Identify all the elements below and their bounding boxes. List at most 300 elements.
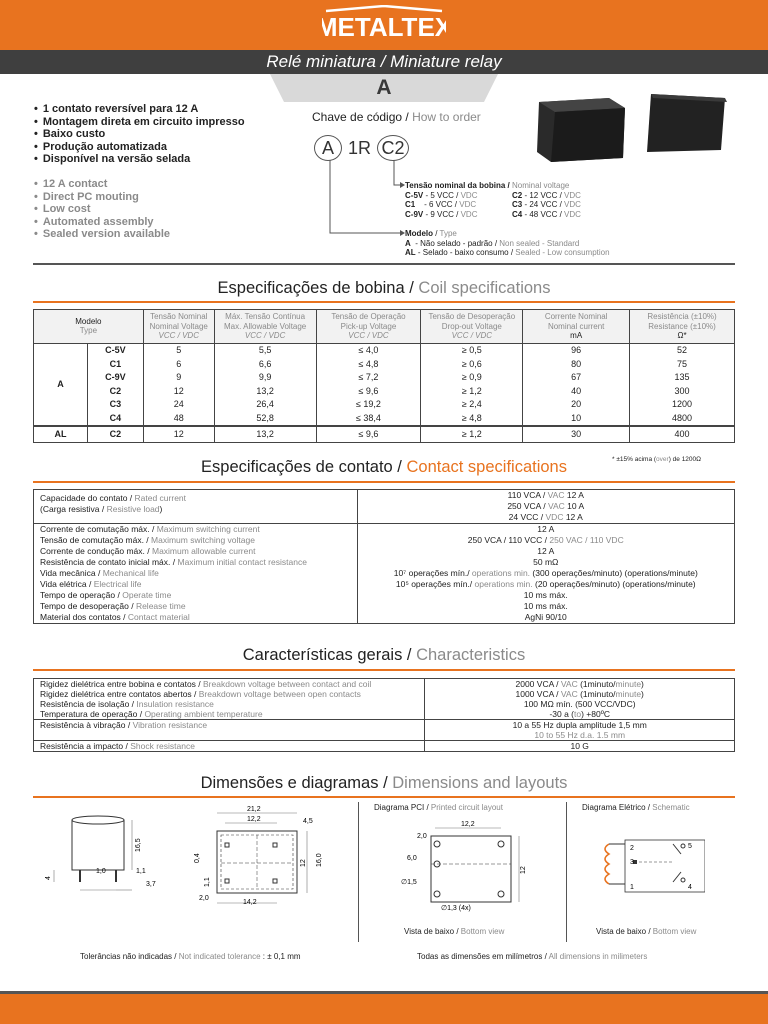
label-pt: Resistência de isolação / bbox=[40, 699, 137, 709]
label-en: Operating ambient temperature bbox=[144, 709, 263, 719]
orange-divider bbox=[33, 481, 735, 483]
value-rest: 12 A bbox=[563, 512, 583, 522]
voltage-unit: VDC bbox=[564, 190, 581, 200]
table-cell: 6 bbox=[143, 357, 214, 371]
table-row bbox=[34, 546, 735, 557]
value-en: VAC bbox=[547, 490, 565, 500]
spec-value bbox=[425, 741, 735, 752]
table-row bbox=[34, 398, 735, 412]
value-en: operations min. bbox=[474, 579, 533, 589]
value-en: VAC bbox=[560, 679, 578, 689]
table-row bbox=[34, 343, 735, 357]
label-en: Rated current bbox=[134, 493, 187, 503]
table-cell: 67 bbox=[523, 371, 630, 385]
table-row bbox=[34, 679, 735, 690]
pci-title: Diagrama PCI / Printed circuit layout bbox=[374, 803, 503, 812]
spec-label bbox=[34, 741, 425, 752]
table-cell: ≥ 2,4 bbox=[421, 398, 523, 412]
voltage-code: C1 bbox=[405, 200, 416, 209]
type-desc-en: Sealed - Low consumption bbox=[515, 248, 610, 257]
col-header-pt: Tensão Nominal bbox=[150, 312, 208, 321]
label-pt: Vida mecânica / bbox=[40, 568, 103, 578]
feature-item: • 12 A contact bbox=[34, 178, 170, 191]
spec-value bbox=[425, 679, 735, 690]
label-en: Insulation resistance bbox=[136, 699, 214, 709]
table-cell: C1 bbox=[87, 357, 143, 371]
table-cell: ≤ 38,4 bbox=[316, 411, 421, 426]
table-cell: ≤ 7,2 bbox=[316, 371, 421, 385]
contact-title-en: Contact specifications bbox=[406, 458, 567, 476]
schematic-title-en: Schematic bbox=[652, 803, 690, 812]
pci-bottom-view: Vista de baixo / Bottom view bbox=[404, 927, 505, 936]
label-en: Operate time bbox=[122, 590, 172, 600]
table-row bbox=[34, 490, 735, 524]
tolerance-en: Not indicated tolerance bbox=[178, 952, 261, 961]
col-header-unit: VCC / VDC bbox=[158, 331, 199, 340]
spec-value bbox=[357, 612, 734, 624]
contact-table bbox=[33, 489, 735, 624]
voltage-code: C3 bbox=[512, 200, 523, 209]
table-row bbox=[34, 699, 735, 709]
table-cell: 20 bbox=[523, 398, 630, 412]
spec-value bbox=[425, 720, 735, 741]
table-row bbox=[34, 535, 735, 546]
label-pt: Temperatura de operação / bbox=[40, 709, 145, 719]
dim-label: 16,5 bbox=[135, 838, 142, 852]
col-header bbox=[143, 310, 214, 344]
tolerance-value: : ± 0,1 mm bbox=[260, 952, 301, 961]
col-header-pt: Máx. Tensão Contínua bbox=[225, 312, 306, 321]
type-code: A bbox=[405, 238, 411, 248]
voltage-unit: VDC bbox=[459, 200, 477, 209]
label-pt: Capacidade do contato / bbox=[40, 493, 135, 503]
spec-value bbox=[425, 699, 735, 709]
table-cell: 26,4 bbox=[214, 398, 316, 412]
spec-value bbox=[425, 689, 735, 699]
table-cell: 5,5 bbox=[214, 343, 316, 357]
table-cell: 6,6 bbox=[214, 357, 316, 371]
table-cell: 80 bbox=[523, 357, 630, 371]
value-pt: 10⁵ operações mín./ bbox=[395, 579, 475, 589]
col-header-pt: Tensão de Desoperação bbox=[428, 312, 516, 321]
dim-label: 3,7 bbox=[146, 881, 156, 888]
table-row bbox=[34, 411, 735, 426]
label-en: Electrical life bbox=[93, 579, 142, 589]
contact-title: Especificações de contato / Contact specifications bbox=[201, 458, 567, 476]
table-cell: 1200 bbox=[630, 398, 735, 412]
value-part: 1000 VCA / bbox=[515, 689, 561, 699]
value-pt: 10 ms máx. bbox=[523, 601, 568, 611]
table-cell: C4 bbox=[87, 411, 143, 426]
dim-label: 12,2 bbox=[247, 816, 261, 823]
dim-label: 12 bbox=[520, 866, 527, 874]
feature-item: • Direct PC mouting bbox=[34, 191, 170, 204]
feature-item: • Montagem direta em circuito impresso bbox=[34, 116, 245, 129]
col-header bbox=[630, 310, 735, 344]
value-part: ) bbox=[641, 679, 644, 689]
table-cell: ≥ 0,9 bbox=[421, 371, 523, 385]
col-header-pt: Modelo bbox=[75, 316, 102, 326]
orange-divider bbox=[33, 669, 735, 671]
spec-label: Capacidade do contato / Rated current (Carga resistiva / Resistive load) bbox=[34, 490, 358, 524]
schematic-drawing bbox=[595, 834, 705, 904]
characteristics-title-en: Characteristics bbox=[416, 646, 526, 664]
table-cell: ≥ 1,2 bbox=[421, 426, 523, 443]
value-pt: AgNi 90/10 bbox=[524, 612, 567, 622]
label-pt: Resistência à vibração / bbox=[40, 720, 133, 730]
col-header-unit: Ω* bbox=[677, 331, 687, 340]
value-part: (1minuto/ bbox=[577, 689, 616, 699]
value-pt: 12 A bbox=[537, 524, 555, 534]
spec-label bbox=[34, 709, 425, 720]
value-pt: 10⁷ operações mín./ bbox=[393, 568, 472, 578]
characteristics-title-pt: Características gerais bbox=[242, 646, 403, 664]
value-en: VAC bbox=[547, 501, 565, 511]
footnote-en: over bbox=[656, 456, 669, 463]
top-view-drawing bbox=[185, 803, 335, 908]
label-pt: (Carga resistiva / bbox=[40, 504, 107, 514]
col-header bbox=[316, 310, 421, 344]
voltage-legend: Tensão nominal da bobina / Nominal voltage C-5V - 5 VCC / VDC C2 - 12 VCC / VDC C1 - 6 VCC / VDC C3 - 24 VCC / VDC C-9V - 9 VCC / VDC C4 - 48 VCC / VDC bbox=[405, 181, 581, 219]
value-rest: (300 operações/minuto) (operations/minute) bbox=[530, 568, 698, 578]
table-row bbox=[34, 568, 735, 579]
table-row bbox=[34, 601, 735, 612]
group-cell: AL bbox=[34, 426, 88, 443]
dim-label: 1,1 bbox=[204, 877, 211, 887]
table-cell: ≤ 9,6 bbox=[316, 426, 421, 443]
dim-label: 12 bbox=[300, 859, 307, 867]
label-pt: Rigidez dielétrica entre bobina e contatos / bbox=[40, 679, 204, 689]
label-en: Maximum switching voltage bbox=[151, 535, 255, 545]
spec-label bbox=[34, 568, 358, 579]
col-header-unit: VCC / VDC bbox=[244, 331, 286, 340]
code-contact: 1R bbox=[348, 138, 372, 158]
label-en: Shock resistance bbox=[130, 741, 195, 751]
spec-label bbox=[34, 590, 358, 601]
type-desc-pt: - Não selado - padrão bbox=[410, 238, 493, 248]
bottom-view-pt: Vista de baixo bbox=[404, 927, 455, 936]
spec-label bbox=[34, 535, 358, 546]
how-to-order-title: Chave de código / How to order bbox=[312, 110, 481, 124]
spec-label bbox=[34, 679, 425, 690]
label-pt: Resistência de contato inicial máx. / bbox=[40, 557, 178, 567]
table-cell: ≤ 4,8 bbox=[316, 357, 421, 371]
voltage-value: - 6 VCC / bbox=[415, 200, 460, 209]
col-header bbox=[214, 310, 316, 344]
spec-label bbox=[34, 720, 425, 741]
voltage-value: - 9 VCC / bbox=[423, 209, 461, 219]
label-en: Maximum switching current bbox=[156, 524, 260, 534]
pci-title-pt: Diagrama PCI bbox=[374, 803, 425, 812]
voltage-value: - 5 VCC / bbox=[423, 190, 461, 200]
table-row bbox=[34, 524, 735, 536]
dimensions-title-pt: Dimensões e diagramas bbox=[200, 774, 379, 792]
col-header-unit: VCC / VDC bbox=[348, 331, 389, 340]
col-header-en: Max. Allowable Voltage bbox=[223, 321, 307, 331]
table-cell: 300 bbox=[630, 384, 735, 398]
spec-value bbox=[357, 557, 734, 568]
voltage-title-pt: Tensão nominal da bobina bbox=[405, 181, 506, 190]
voltage-unit: VDC bbox=[564, 209, 581, 219]
dim-label: 4 bbox=[45, 876, 52, 880]
bottom-view-en: Bottom view bbox=[460, 927, 505, 936]
col-header bbox=[421, 310, 523, 344]
spec-value bbox=[357, 568, 734, 579]
title-band: Relé miniatura / Miniature relay bbox=[0, 50, 768, 74]
feature-item: • Automated assembly bbox=[34, 216, 170, 229]
col-header bbox=[523, 310, 630, 344]
spec-value bbox=[357, 579, 734, 590]
title-pt: Relé miniatura bbox=[266, 52, 376, 71]
table-cell: 12 bbox=[143, 384, 214, 398]
label-pt: Rigidez dielétrica entre contatos abertos / bbox=[40, 689, 199, 699]
table-cell: 5 bbox=[143, 343, 214, 357]
coil-title-en: Coil specifications bbox=[418, 279, 551, 297]
table-cell: ≤ 9,6 bbox=[316, 384, 421, 398]
col-header-pt: Corrente Nominal bbox=[544, 312, 608, 321]
voltage-code: C4 bbox=[512, 209, 523, 219]
voltage-code: C-9V bbox=[405, 209, 424, 219]
dim-label: 12,2 bbox=[461, 821, 475, 828]
model-letter: A bbox=[376, 76, 392, 99]
table-cell: 75 bbox=[630, 357, 735, 371]
table-row bbox=[34, 741, 735, 752]
divider bbox=[566, 802, 567, 942]
table-cell: ≥ 1,2 bbox=[421, 384, 523, 398]
table-row bbox=[34, 357, 735, 371]
table-cell: 12 bbox=[143, 426, 214, 443]
dim-label: 16,0 bbox=[316, 853, 323, 867]
how-to-order-en: How to order bbox=[412, 110, 481, 124]
dim-label: ∅1,5 bbox=[401, 879, 417, 886]
feature-item: • 1 contato reversível para 12 A bbox=[34, 103, 245, 116]
table-cell: C-9V bbox=[87, 371, 143, 385]
feature-item: • Disponível na versão selada bbox=[34, 153, 245, 166]
units-note: Todas as dimensões em milímetros / All dimensions in milimeters bbox=[417, 952, 648, 961]
table-cell: 13,2 bbox=[214, 426, 316, 443]
table-row bbox=[34, 426, 735, 443]
label-en: Breakdown voltage between contact and coil bbox=[203, 679, 372, 689]
spec-label bbox=[34, 524, 358, 536]
label-pt: Resistência a impacto / bbox=[40, 741, 131, 751]
value-en: minute bbox=[615, 689, 642, 699]
value-en: to bbox=[574, 709, 582, 719]
label-pt: Tensão de comutação máx. / bbox=[40, 535, 152, 545]
value-part: 2000 VCA / bbox=[515, 679, 561, 689]
type-title-pt: Modelo bbox=[405, 229, 433, 238]
spec-value bbox=[357, 601, 734, 612]
value-pt: 50 mΩ bbox=[533, 557, 559, 567]
label-pt: Tempo de desoperação / bbox=[40, 601, 136, 611]
label-en: Maximum allowable current bbox=[151, 546, 256, 556]
value-en: VDC bbox=[545, 512, 564, 522]
table-row bbox=[34, 720, 735, 741]
spec-label bbox=[34, 557, 358, 568]
col-header-en: Pick-up Voltage bbox=[340, 321, 397, 331]
dim-label: 4,5 bbox=[303, 818, 313, 825]
value-part: (1minuto/ bbox=[577, 679, 616, 689]
value-part: 100 MΩ mín. (500 VCC/ bbox=[523, 699, 615, 709]
spec-value bbox=[357, 524, 734, 536]
dim-label: 0,4 bbox=[194, 853, 201, 863]
bottom-view-pt: Vista de baixo bbox=[596, 927, 647, 936]
pin-label: 3 bbox=[630, 859, 634, 866]
feature-item: • Sealed version available bbox=[34, 228, 170, 241]
voltage-unit: VDC bbox=[460, 190, 478, 200]
value-en: 250 VAC / 110 VDC bbox=[549, 535, 624, 545]
table-row bbox=[34, 557, 735, 568]
type-desc-en: Non sealed - Standard bbox=[499, 238, 580, 248]
spec-label bbox=[34, 689, 425, 699]
voltage-code: C2 bbox=[512, 190, 523, 200]
dim-label: 1,0 bbox=[96, 868, 106, 875]
voltage-unit: VDC bbox=[564, 200, 581, 209]
table-cell: ≥ 0,6 bbox=[421, 357, 523, 371]
spec-label bbox=[34, 546, 358, 557]
table-cell: ≤ 4,0 bbox=[316, 343, 421, 357]
title-en: Miniature relay bbox=[390, 52, 502, 71]
value-en: minute bbox=[615, 679, 642, 689]
value-pt: 110 VCA / bbox=[507, 490, 548, 500]
schematic-title: Diagrama Elétrico / Schematic bbox=[582, 803, 690, 812]
feature-item: • Low cost bbox=[34, 203, 170, 216]
label-pt: Material dos contatos / bbox=[40, 612, 128, 622]
table-row bbox=[34, 689, 735, 699]
dimensions-title-en: Dimensions and layouts bbox=[392, 774, 568, 792]
col-header-en: Drop-out Voltage bbox=[441, 321, 502, 331]
label-en: Release time bbox=[135, 601, 186, 611]
value-rest: 10 A bbox=[564, 501, 585, 511]
spec-value bbox=[357, 490, 734, 524]
table-row bbox=[34, 384, 735, 398]
label-pt: Corrente de comutação máx. / bbox=[40, 524, 157, 534]
brand-name: METALTEX bbox=[322, 12, 446, 41]
spec-value bbox=[357, 590, 734, 601]
label-en: Breakdown voltage between open contacts bbox=[198, 689, 361, 699]
relay-photo bbox=[533, 92, 733, 168]
code-model: A bbox=[314, 135, 342, 161]
footnote-text: * ±15% acima ( bbox=[612, 456, 657, 463]
value-part: 10 G bbox=[570, 741, 589, 751]
value-part: ) bbox=[641, 689, 644, 699]
units-en: All dimensions in milimeters bbox=[548, 952, 648, 961]
dimensions-title: Dimensões e diagramas / Dimensions and layouts bbox=[200, 774, 568, 792]
table-row bbox=[34, 612, 735, 624]
divider bbox=[33, 263, 735, 265]
table-row bbox=[34, 709, 735, 720]
dim-label: 21,2 bbox=[247, 806, 261, 813]
how-to-order-pt: Chave de código bbox=[312, 110, 403, 124]
pci-title-en: Printed circuit layout bbox=[430, 803, 503, 812]
table-cell: C2 bbox=[87, 384, 143, 398]
coil-title-pt: Especificações de bobina bbox=[217, 279, 405, 297]
tolerance-note: Tolerâncias não indicadas / Not indicated tolerance : ± 0,1 mm bbox=[80, 952, 301, 961]
spec-label bbox=[34, 601, 358, 612]
table-cell: ≥ 4,8 bbox=[421, 411, 523, 426]
voltage-row bbox=[405, 191, 581, 201]
dim-label: 14,2 bbox=[243, 899, 257, 906]
table-row bbox=[34, 371, 735, 385]
col-header-en: Nominal Voltage bbox=[149, 321, 208, 331]
voltage-value: - 48 VCC / bbox=[522, 209, 565, 219]
value-part: ) bbox=[632, 699, 636, 709]
characteristics-title: Características gerais / Characteristics bbox=[242, 646, 526, 664]
type-legend: Modelo / Type A - Não selado - padrão / Non sealed - Standard AL - Selado - baixo consumo / Sealed - Low consumption bbox=[405, 229, 610, 257]
spec-value bbox=[357, 535, 734, 546]
col-header-pt: Resistência (±10%) bbox=[647, 312, 717, 321]
value-en: operations min. bbox=[471, 568, 531, 578]
dim-label: 6,0 bbox=[407, 855, 417, 862]
type-title-en: Type bbox=[439, 229, 457, 238]
pin-label: 2 bbox=[630, 845, 634, 852]
orange-divider bbox=[33, 796, 735, 798]
coil-title: Especificações de bobina / Coil specifications bbox=[217, 279, 551, 297]
spec-label bbox=[34, 579, 358, 590]
label-en: Resistive load bbox=[106, 504, 160, 514]
voltage-unit: VDC bbox=[460, 209, 478, 219]
value-pt: 12 A bbox=[537, 546, 555, 556]
table-cell: 9 bbox=[143, 371, 214, 385]
label-en: Maximum initial contact resistance bbox=[177, 557, 307, 567]
value-part: -30 a ( bbox=[549, 709, 575, 719]
col-header-pt: Tensão de Operação bbox=[331, 312, 406, 321]
pin-label: 1 bbox=[630, 884, 634, 891]
pin-label: 4 bbox=[688, 884, 692, 891]
schematic-bottom-view: Vista de baixo / Bottom view bbox=[596, 927, 697, 936]
table-cell: 24 bbox=[143, 398, 214, 412]
table-cell: 30 bbox=[523, 426, 630, 443]
table-row bbox=[34, 579, 735, 590]
tolerance-pt: Tolerâncias não indicadas bbox=[80, 952, 173, 961]
value-pt: 24 VCC / bbox=[508, 512, 546, 522]
dim-label: 2,0 bbox=[417, 833, 427, 840]
voltage-value: - 12 VCC / bbox=[522, 190, 565, 200]
table-cell: C2 bbox=[87, 426, 143, 443]
table-row bbox=[34, 590, 735, 601]
col-header bbox=[34, 310, 144, 344]
col-header-unit: mA bbox=[570, 331, 583, 340]
table-cell: 9,9 bbox=[214, 371, 316, 385]
table-cell: C3 bbox=[87, 398, 143, 412]
col-header-unit: VCC / VDC bbox=[451, 331, 493, 340]
value-en: 10 to 55 Hz d.a. 1.5 mm bbox=[534, 730, 626, 740]
dim-label: 2,0 bbox=[199, 895, 209, 902]
voltage-row bbox=[405, 200, 581, 210]
table-cell: ≤ 19,2 bbox=[316, 398, 421, 412]
pin-label: 5 bbox=[688, 843, 692, 850]
divider bbox=[358, 802, 359, 942]
characteristics-table bbox=[33, 678, 735, 752]
feature-item: • Baixo custo bbox=[34, 128, 245, 141]
value-part: 10 a 55 Hz dupla amplitude 1,5 mm bbox=[512, 720, 647, 730]
table-cell: ≥ 0,5 bbox=[421, 343, 523, 357]
pci-layout-drawing bbox=[395, 818, 535, 918]
units-pt: Todas as dimensões em milímetros bbox=[417, 952, 543, 961]
table-cell: 4800 bbox=[630, 411, 735, 426]
voltage-code: C-5V bbox=[405, 190, 424, 200]
spec-value bbox=[357, 546, 734, 557]
value-part: ) +80ºC bbox=[581, 709, 610, 719]
table-cell: 96 bbox=[523, 343, 630, 357]
table-cell: 40 bbox=[523, 384, 630, 398]
spec-value bbox=[425, 709, 735, 720]
table-cell: 400 bbox=[630, 426, 735, 443]
side-view-drawing bbox=[40, 810, 165, 910]
code-voltage: C2 bbox=[377, 135, 409, 161]
table-header-row bbox=[34, 310, 735, 344]
col-header-en: Resistance (±10%) bbox=[648, 321, 716, 331]
group-cell: A bbox=[34, 343, 88, 426]
